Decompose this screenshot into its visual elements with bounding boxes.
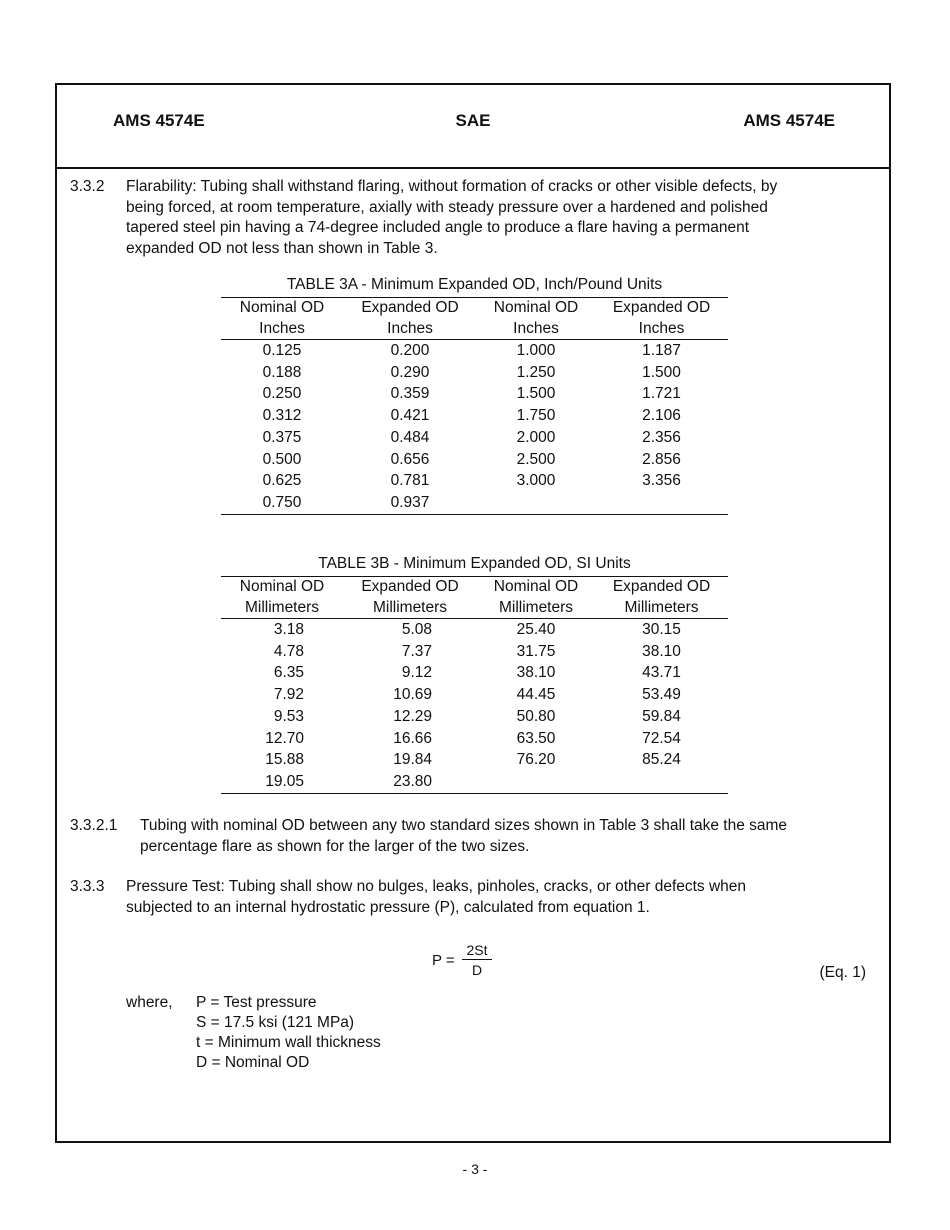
table-cell: 7.37: [401, 642, 432, 660]
table-header-row: [221, 577, 728, 619]
table-cell: 9.12: [401, 664, 432, 682]
column-header: Expanded OD Inches: [595, 298, 728, 340]
table-cell: 0.312: [262, 407, 302, 425]
definition-item: S = 17.5 ksi (121 MPa): [196, 1014, 355, 1031]
table-cell: 12.29: [393, 707, 432, 725]
column-header: Expanded OD Millimeters: [595, 577, 728, 619]
table-caption: TABLE 3A - Minimum Expanded OD, Inch/Pound Units: [286, 276, 663, 293]
table-cell: 1.187: [642, 342, 681, 359]
table-cell: 0.500: [262, 450, 302, 468]
table-cell: 3.356: [642, 472, 681, 490]
table-cell: 0.484: [390, 428, 430, 446]
section-number: 3.3.2.1: [70, 817, 118, 834]
table-cell: 2.500: [516, 450, 556, 468]
table-cell: 43.71: [642, 664, 681, 682]
table-cell: 2.000: [516, 428, 556, 446]
table-cell: 25.40: [516, 621, 556, 638]
table-cell: 53.49: [642, 686, 681, 704]
column-header: Expanded OD Inches: [343, 298, 477, 340]
denominator: D: [471, 962, 483, 978]
table-cell: 59.84: [642, 707, 681, 725]
fraction-bar: [462, 959, 492, 960]
table-cell: 0.656: [390, 450, 430, 468]
column-header: Nominal OD Millimeters: [477, 577, 595, 619]
table-cell: 3.000: [516, 472, 556, 490]
table-cell: 0.188: [262, 363, 302, 381]
equation-lhs: P =: [432, 952, 455, 969]
section-text: [126, 177, 866, 259]
table-cell: 23.80: [343, 771, 477, 793]
column-header: Nominal OD Millimeters: [221, 577, 343, 619]
section-text: [126, 877, 866, 918]
table-cell: [477, 771, 595, 793]
where-label: where,: [126, 994, 173, 1011]
data-table: [221, 576, 728, 794]
table-row: [221, 492, 728, 514]
table-row: [221, 383, 728, 405]
equation-fraction: [462, 942, 492, 978]
text-line: tapered steel pin having a 74-degree included angle to produce a flare having a permanent: [126, 219, 750, 236]
definition-item: t = Minimum wall thickness: [196, 1034, 381, 1051]
table-row: [221, 771, 728, 793]
table-row: [221, 340, 728, 362]
table-row: [221, 427, 728, 449]
table-row: [221, 749, 728, 771]
table-row: [221, 662, 728, 684]
table-row: [221, 405, 728, 427]
text-line: being forced, at room temperature, axially with steady pressure over a hardened and polished: [126, 198, 768, 216]
table-cell: 63.50: [516, 729, 556, 747]
table-cell: 0.625: [262, 472, 302, 490]
table-row: [221, 449, 728, 471]
table-cell: 38.10: [642, 642, 681, 660]
publisher: SAE: [455, 111, 491, 130]
definition-item: P = Test pressure: [196, 994, 317, 1011]
table-cell: 10.69: [393, 686, 432, 704]
table-cell: 1.500: [516, 385, 556, 403]
definition-item: D = Nominal OD: [196, 1054, 310, 1071]
table-cell: 5.08: [401, 621, 432, 638]
text-line: expanded OD not less than shown in Table 3.: [126, 239, 438, 257]
table-cell: 9.53: [273, 707, 304, 725]
table-cell: 72.54: [642, 729, 681, 747]
text-line: Flarability: Tubing shall withstand flaring, without formation of cracks or other visible defects, by: [126, 178, 778, 195]
table-cell: 30.15: [642, 621, 681, 638]
section-text: [140, 816, 870, 857]
table-cell: 15.88: [265, 751, 304, 769]
section-number: 3.3.3: [70, 878, 105, 895]
table-row: [221, 362, 728, 384]
table-cell: 0.125: [262, 342, 302, 359]
table-cell: 3.18: [273, 621, 304, 638]
doc-id-right: AMS 4574E: [743, 111, 835, 130]
table-cell: 1.721: [642, 385, 681, 403]
table-cell: 19.05: [221, 771, 343, 793]
page-header: [57, 85, 889, 169]
table-cell: [595, 492, 728, 514]
table-row: [221, 728, 728, 750]
definition-list: [196, 993, 381, 1073]
text-line: percentage flare as shown for the larger of the two sizes.: [140, 837, 530, 855]
text-line: Pressure Test: Tubing shall show no bulges, leaks, pinholes, cracks, or other defects when: [126, 878, 747, 895]
table-cell: 50.80: [516, 707, 556, 725]
table-cell: 0.200: [390, 342, 430, 359]
table-row: [221, 470, 728, 492]
table-cell: 0.781: [390, 472, 430, 490]
table-cell: 0.290: [390, 363, 430, 381]
table-cell: 31.75: [516, 642, 556, 660]
table-row: [221, 619, 728, 641]
equation-label: (Eq. 1): [819, 964, 866, 981]
table-cell: 16.66: [393, 729, 432, 747]
table-cell: 6.35: [273, 664, 304, 682]
table-caption: TABLE 3B - Minimum Expanded OD, SI Units: [318, 555, 631, 572]
table-cell: 2.356: [642, 428, 681, 446]
table-cell: 2.106: [642, 407, 681, 425]
page-number: - 3 -: [462, 1161, 488, 1177]
table-cell: 0.359: [390, 385, 430, 403]
text-line: Tubing with nominal OD between any two standard sizes shown in Table 3 shall take the same: [140, 817, 788, 834]
table-cell: 85.24: [642, 751, 681, 769]
table-cell: 12.70: [265, 729, 304, 747]
table-3a: [221, 275, 728, 515]
table-row: [221, 684, 728, 706]
table-header-row: [221, 298, 728, 340]
table-cell: 0.937: [343, 492, 477, 514]
table-cell: 4.78: [273, 642, 304, 660]
column-header: Nominal OD Inches: [477, 298, 595, 340]
table-cell: 0.421: [390, 407, 430, 425]
numerator: 2St: [466, 942, 488, 958]
doc-id-left: AMS 4574E: [113, 111, 205, 130]
table-cell: 0.250: [262, 385, 302, 403]
table-cell: 1.750: [516, 407, 556, 425]
text-line: subjected to an internal hydrostatic pressure (P), calculated from equation 1.: [126, 898, 650, 916]
table-cell: [477, 492, 595, 514]
table-cell: 38.10: [516, 664, 556, 682]
table-3b: [221, 554, 728, 794]
table-cell: 1.500: [642, 363, 681, 381]
table-row: [221, 641, 728, 663]
table-cell: 7.92: [273, 686, 304, 704]
column-header: Nominal OD Inches: [221, 298, 343, 340]
table-cell: 76.20: [516, 751, 556, 769]
table-cell: [595, 771, 728, 793]
table-cell: 2.856: [642, 450, 681, 468]
table-cell: 0.375: [262, 428, 302, 446]
data-table: [221, 297, 728, 515]
table-cell: 19.84: [393, 751, 432, 769]
section-number: 3.3.2: [70, 178, 105, 195]
table-cell: 1.250: [516, 363, 556, 381]
table-cell: 44.45: [516, 686, 556, 704]
column-header: Expanded OD Millimeters: [343, 577, 477, 619]
table-cell: 0.750: [221, 492, 343, 514]
table-cell: 1.000: [516, 342, 556, 359]
table-row: [221, 706, 728, 728]
